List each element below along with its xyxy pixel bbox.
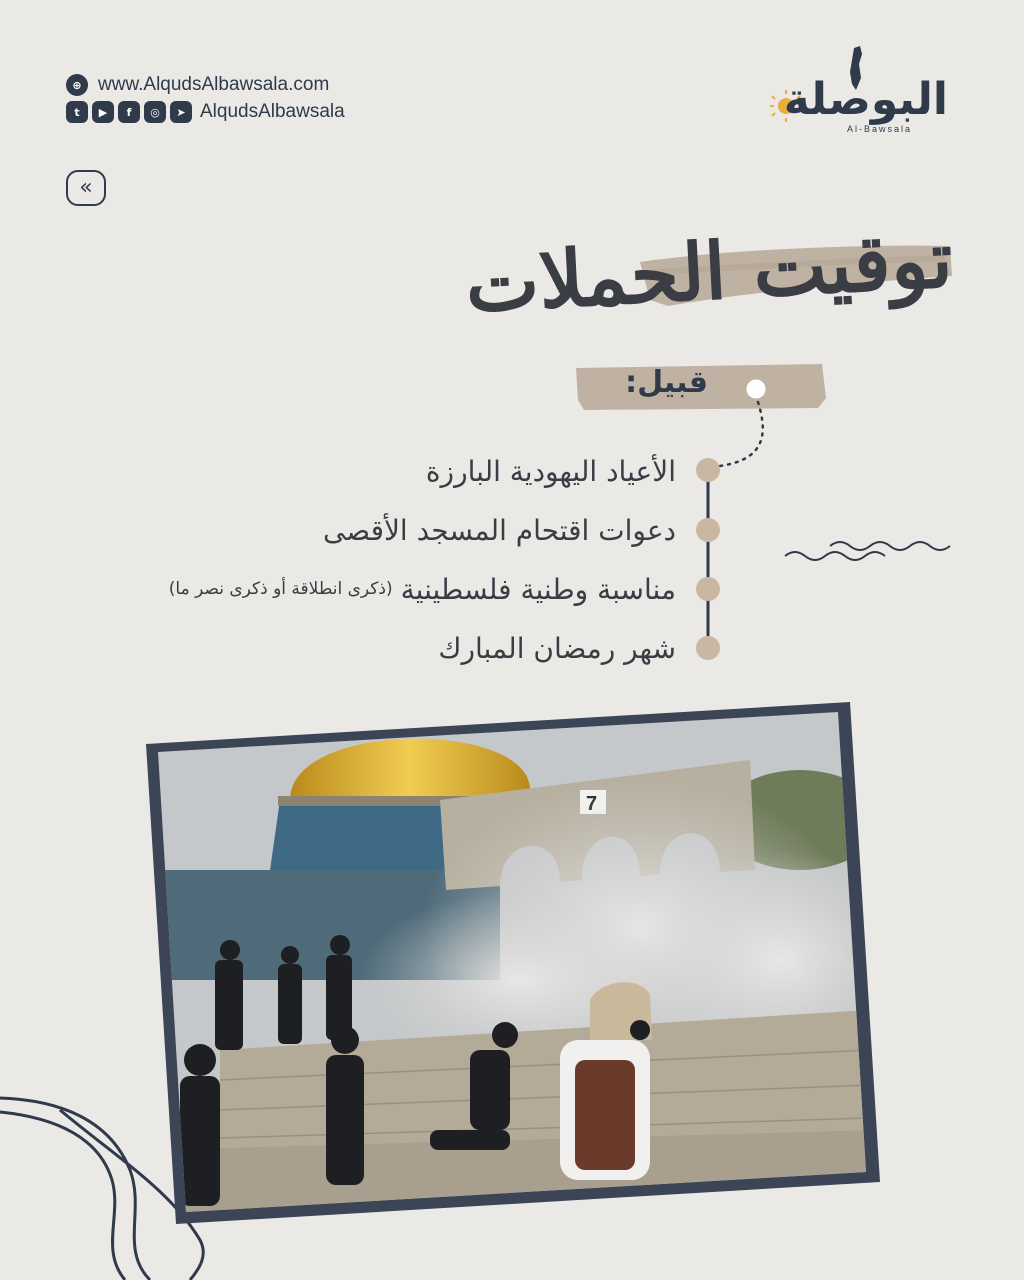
section-label: قبيل: <box>625 365 708 400</box>
list-item-text: الأعياد اليهودية البارزة <box>425 454 676 488</box>
youtube-icon[interactable]: ▶ <box>92 101 114 123</box>
list-item-text: شهر رمضان المبارك <box>438 631 676 665</box>
twitter-icon[interactable]: t <box>66 101 88 123</box>
social-handle[interactable]: AlqudsAlbawsala <box>200 101 345 122</box>
logo-arabic: البوصلة <box>783 74 948 125</box>
facebook-icon[interactable]: f <box>118 101 140 123</box>
website-link[interactable]: www.AlqudsAlbawsala.com <box>98 74 330 95</box>
telegram-icon[interactable]: ➤ <box>170 101 192 123</box>
instagram-icon[interactable]: ◎ <box>144 101 166 123</box>
list-item-text: دعوات اقتحام المسجد الأقصى <box>322 513 676 547</box>
list-item-note: (ذكرى انطلاقة أو ذكرى نصر ما) <box>168 579 393 599</box>
page-title: توقيت الحملات <box>462 214 955 331</box>
al-aqsa-photo <box>140 690 920 1230</box>
list-item-text: مناسبة وطنية فلسطينية <box>400 572 676 606</box>
logo-latin: Al-Bawsala <box>846 124 912 134</box>
globe-icon: ⊕ <box>66 74 88 96</box>
double-chevron-left-icon: « <box>79 175 93 200</box>
